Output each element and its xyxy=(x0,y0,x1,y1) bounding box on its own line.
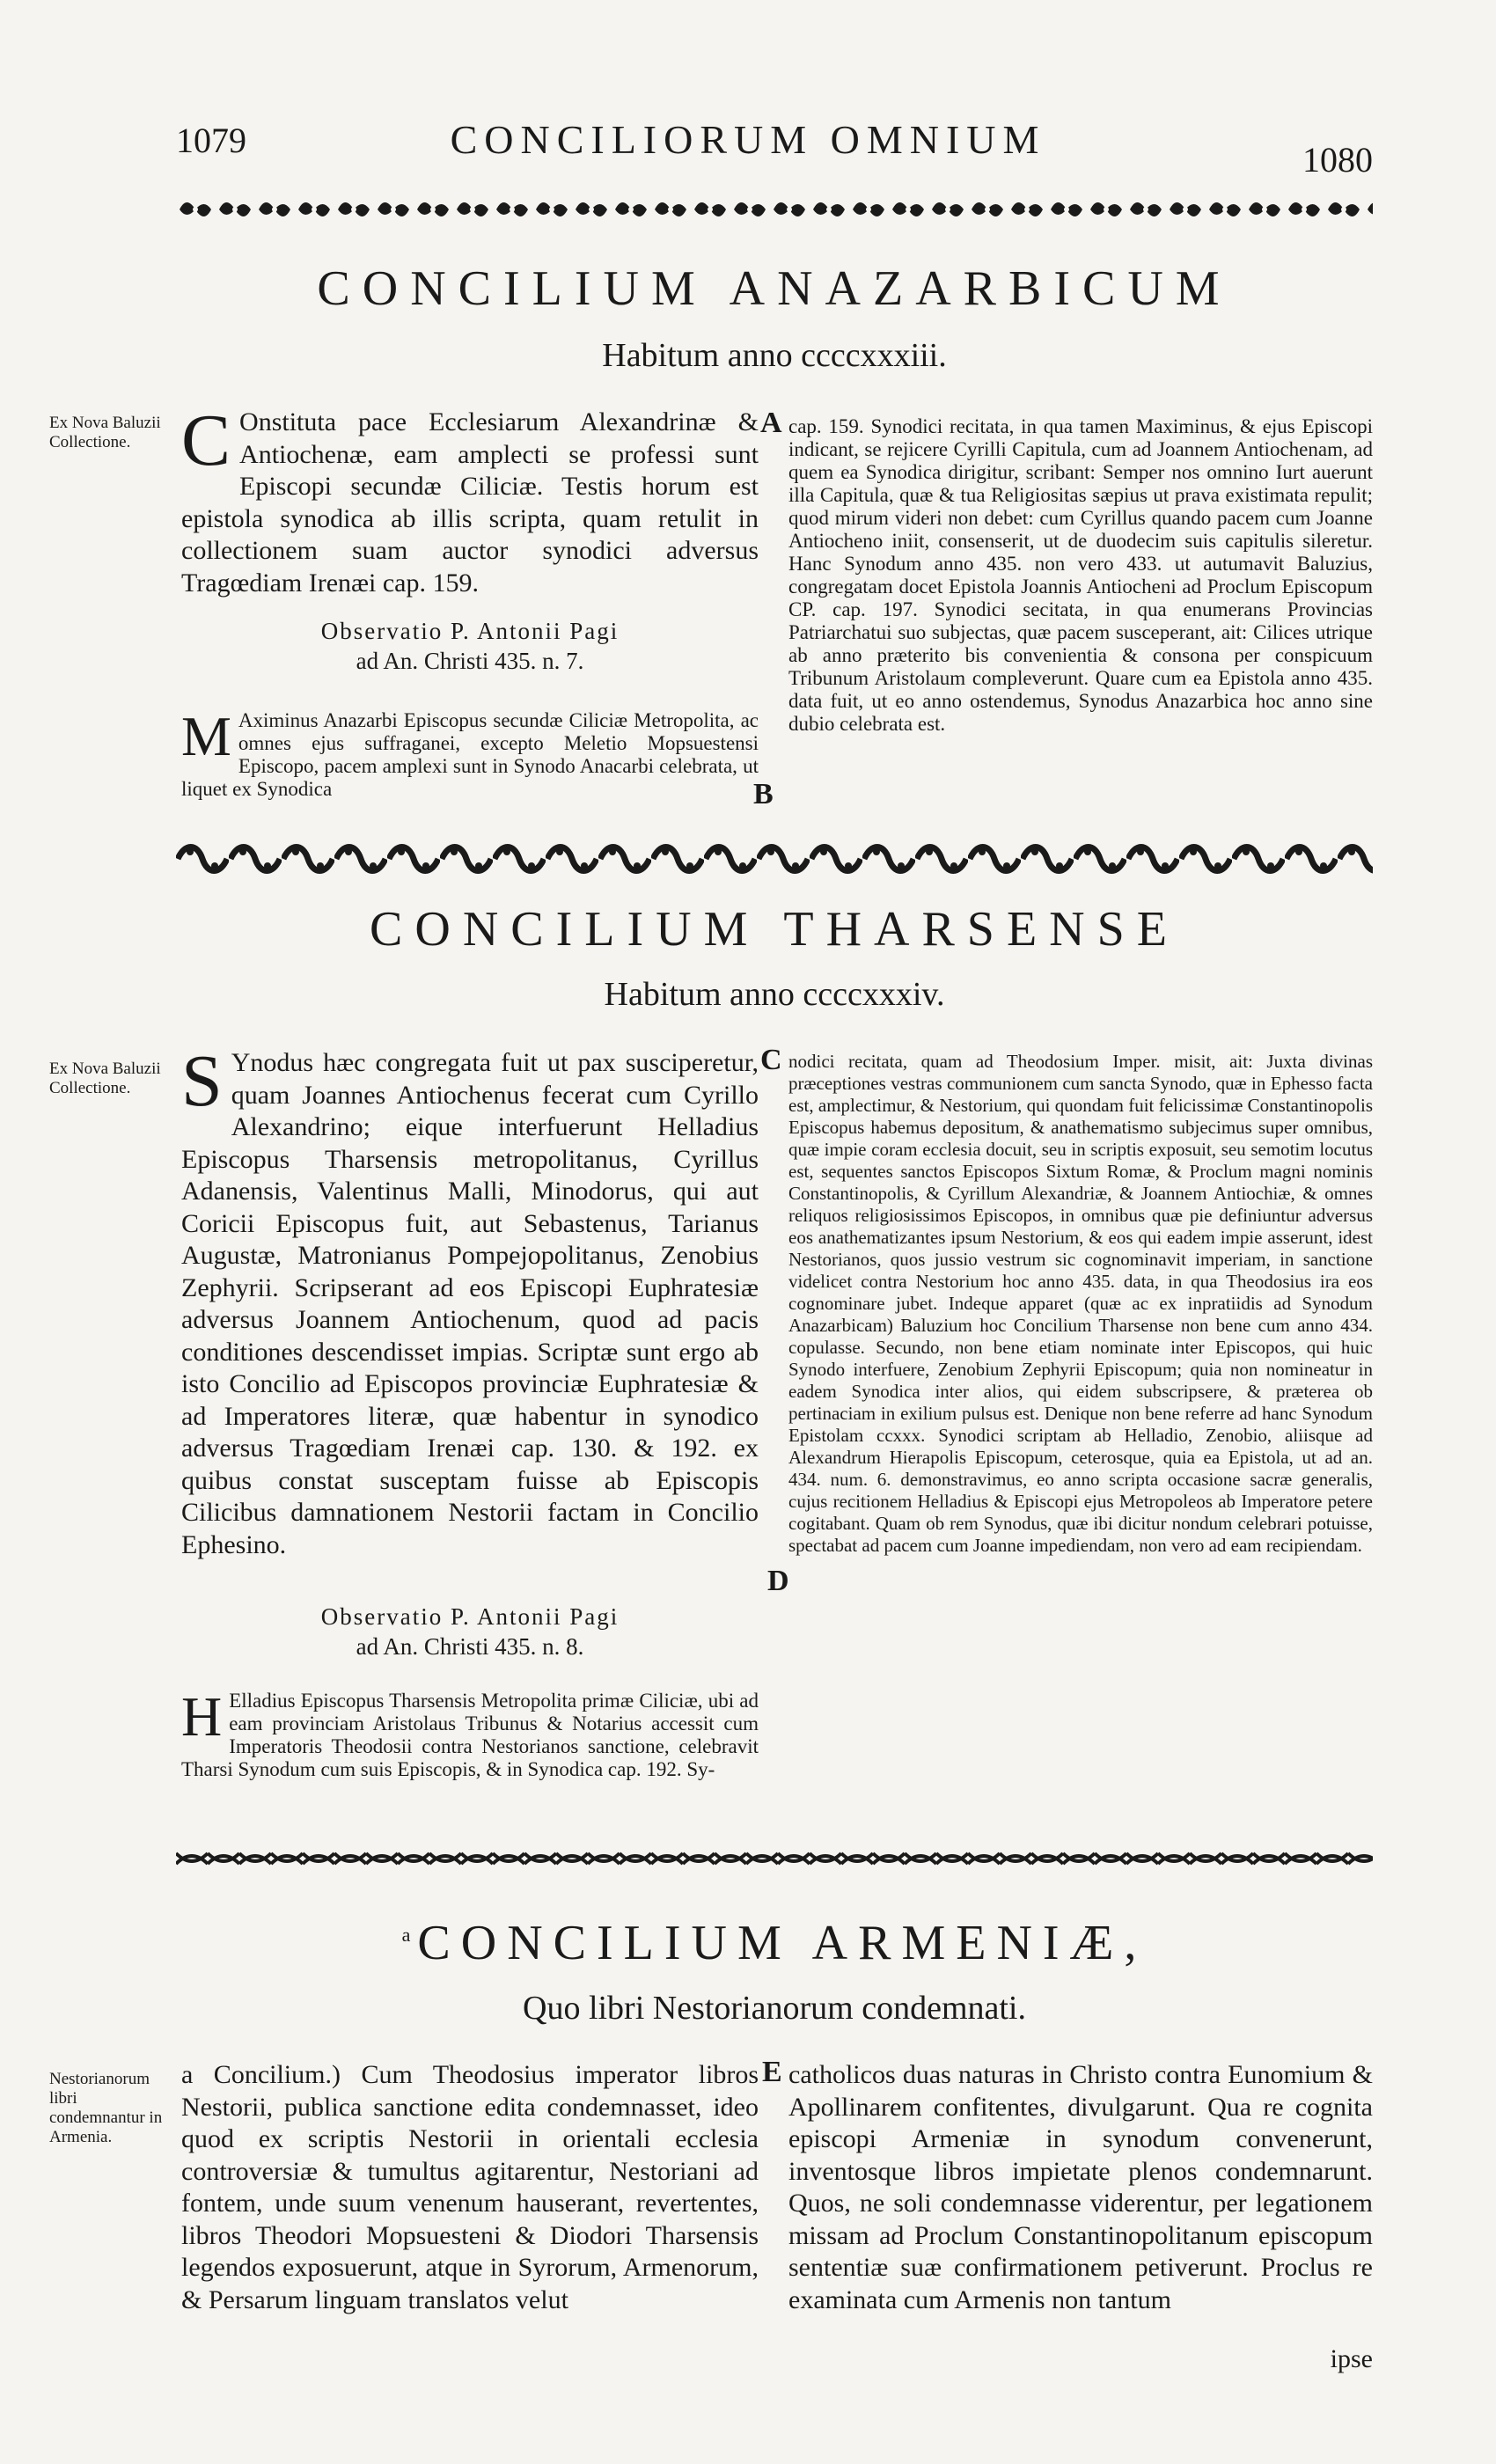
anazarbicum-body: Onstituta pace Ecclesiarum Alexandrinæ & Antiochenæ, eam amplecti se professi sunt Episcopi secundæ Ciliciæ. Testis horum est epistola synodica ab illis scripta, quam retulit in collectionem suam auctor synodici adversus Tragœdiam Irenæi cap. 159. xyxy=(181,407,759,598)
section-title-tharsense: CONCILIUM THARSENSE xyxy=(370,902,1179,957)
observatio-text-1 xyxy=(181,705,759,801)
note-mark-a: a xyxy=(401,1924,411,1947)
section-marker-e: E xyxy=(762,2056,782,2088)
observatio-heading-2 xyxy=(181,1602,759,1661)
anazarbicum-right-text: cap. 159. Synodici recitata, in qua tamen Maximinus, & ejus Episcopi indicant, se rejicere Cyrilli Capitula, cum ad Joannem Antiochenam, ad quem ea Synodica dirigitur, scribant: Semper nos omnino Iurt auerunt illa Capitula, quæ & tua Religiositas sæpius ut prava existimata repulit; quod mirum videri non debet: cum Cyrillus quando pacem cum Joanne Antiocheno iniit, consenserit, ut de duodecim suis capitulis sileretur. Hanc Synodum anno 435. non vero 433. ut autumavit Baluzius, congregatam docet Epistola Joannis Antiocheni ad Proclum Episcopum CP. cap. 197. Synodici secitata, in qua enumerans Provincias Patriarchatui suo subjectas, quæ pacem susceperant, ait: Cilices utrique ab anno præterito bis convenientia & consona per conspicuum Tribunum Aristolaum compleverunt. Quare cum ea Epistola anno 435. data fuit, ut eo anno ostendemus, Synodus Anazarbica hoc anno sine dubio celebrata est. xyxy=(788,415,1373,735)
tharsense-right-text: nodici recitata, quam ad Theodosium Imper. misit, ait: Juxta divinas præceptiones vestras communionem cum sancta Synodo, quæ in Ephesso facta est, amplectimur, & Nestorium, qui quondam fuit felicissimæ Constantinopolis Episcopus habemus depositum, & anathematismo subjecimus super omnibus, quæ impie coram ecclesia docuit, seu in scriptis exposuit, seu semotim locutus est, sequentes sanctos Episcopos Sixtum Romæ, & Proclum magni nominis Constantinopolis, & Cyrillum Alexandriæ, & Joannem Antiochiæ, & omnes reliquos religiosissimos Episcopos, in omnibus quæ pie definiuntur adversus eos anathematizantes ipsum Nestorium, & eos qui eadem impie asserunt, idest Nestorianos, quos jussio vestrum sic cognominavit imperiam, in sanctione videlicet contra Nestorium hoc anno 435. data, in qua Theodosius ira eos cognominare jubet. Indeque apparet (quæ ac ex inpratiidis ad Synodum Anazarbicam) Baluzium hoc Concilium Tharsense non bene cum anno 434. copulasse. Secundo, non bene etiam nominate inter Episcopos, qui huic Synodo interfuere, Zenobium Zephyrii Episcopum; quia non nomineatur in eadem Synodica inter alios, qui eidem subscripsere, & præterea ob pertinaciam in exilium pulsus est. Denique non bene referre ad hanc Synodum Epistolam ccxxx. Synodici scriptam ab Helladio, Zenobio, aliisque ad Alexandrum Hierapolis Episcopum, ceterosque, quia ea Epistola, ut ad an. 434. num. 6. demonstravimus, eo anno scripta occasione sacræ generalis, cujus recitionem Helladius & Episcopi ejus Metropoleos ab Imperatore petere cogitabant. Quam ob rem Synodus, quæ ibi dicitur nondum celebrari potuisse, spectabat ad pacem cum Joanne impediendam, non vero ad eam recipiendam. xyxy=(788,1051,1373,1556)
armeniae-right-text: catholicos duas naturas in Christo contra Eunomium & Apollinarem confitentes, divulgarunt. Qua re cognita episcopi Armeniæ in synodum convenerunt, inventosque libros impietate plenos condemnarunt. Quos, ne soli condemnasse viderentur, per legationem missam ad Proclum Constantinopolitanum episcopum sententiæ suæ confirmationem petiverunt. Proclus re examinata cum Armenis non tantum xyxy=(788,2060,1373,2314)
margin-note-2: Ex Nova Baluzii Collectione. xyxy=(49,1060,161,1097)
page-number-right: 1080 xyxy=(1302,140,1373,180)
observatio-subtitle-2: ad An. Christi 435. n. 8. xyxy=(356,1633,584,1660)
section-marker-a: A xyxy=(760,407,782,439)
section-marker-d: D xyxy=(767,1565,789,1597)
catchword: ipse xyxy=(1330,2344,1373,2373)
drop-cap-s: S xyxy=(181,1040,223,1122)
anazarbicum-text xyxy=(181,400,759,599)
fleuron-row xyxy=(176,192,1373,227)
braid-row xyxy=(176,1846,1373,1871)
section-title-armeniae xyxy=(176,1915,1373,1971)
drop-cap-h: H xyxy=(181,1685,223,1748)
margin-note-3: Nestorianorum libri condemnantur in Armenia. xyxy=(49,2070,163,2146)
observatio-title-1: Observatio P. Antonii Pagi xyxy=(320,618,620,644)
observatio-text-2 xyxy=(181,1685,759,1781)
ornament-band-bottom xyxy=(176,1846,1373,1871)
ornament-band-top xyxy=(176,192,1373,227)
section-title-anazarbicum: CONCILIUM ANAZARBICUM xyxy=(317,261,1232,316)
tharsense-body: Ynodus hæc congregata fuit ut pax susciperetur, quam Joannes Antiochenus fecerat cum Cyrillo Alexandrino; eique interfuerunt Helladius Episcopus Tharsensis metropolitanus, Cyrillus Adanensis, Valentinus Malli, Minodorus, qui aut Coricii Episcopus fuit, aut Sebastenus, Tarianus Augustæ, Matronianus Pompejopolitanus, Zenobius Zephyrii. Scripserant ad eos Episcopi Euphratesiæ adversus Joannem Antiochenum, quod ad pacis conditiones descendisset impias. Scriptæ sunt ergo ab isto Concilio ad Episcopos provinciæ Euphratesiæ & ad Imperatores literæ, quæ habentur in synodico adversus Tragœdiam Irenæi cap. 130. & 192. ex quibus constat susceptam fuisse ab Episcopis Cilicibus damnationem Nestorii factam in Concilio Ephesino. xyxy=(181,1048,759,1559)
page-number-left: 1079 xyxy=(176,121,246,160)
armeniae-left-text: a Concilium.) Cum Theodosius imperator libros Nestorii, publica sanctione edita condemnasset, ideo quod ex scriptis Nestorii in orientali ecclesia controversiæ & tumultus agitarentur, Nestoriani ad fontem, unde suum venenum hauserant, revertentes, libros Theodori Mopsuesteni & Diodori Tharsensis legendos exposuerunt, atque in Syrorum, Armenorum, & Persarum linguam translatos velut xyxy=(181,2060,759,2314)
section-marker-b: B xyxy=(753,778,774,810)
scroll-row xyxy=(176,841,1373,876)
section-marker-c: C xyxy=(760,1044,782,1076)
observatio-title-2: Observatio P. Antonii Pagi xyxy=(320,1603,620,1630)
observatio-body-1: Aximinus Anazarbi Episcopus secundæ Ciliciæ Metropolita, ac omnes ejus suffraganei, excepto Meletio Mopsuestensi Episcopo, pacem amplexi sunt in Synodo Anacarbi celebrata, ut liquet ex Synodica xyxy=(181,709,759,800)
observatio-subtitle-1: ad An. Christi 435. n. 7. xyxy=(356,648,584,674)
drop-cap-c: C xyxy=(181,400,231,481)
observatio-heading-1 xyxy=(181,616,759,676)
section-subtitle-armeniae: Quo libri Nestorianorum condemnati. xyxy=(523,1990,1026,2027)
tharsense-text xyxy=(181,1040,759,1561)
drop-cap-m: M xyxy=(181,705,231,767)
ornament-band-middle xyxy=(176,841,1373,876)
section-subtitle-tharsense: Habitum anno ccccxxxiv. xyxy=(604,976,945,1013)
margin-note-1: Ex Nova Baluzii Collectione. xyxy=(49,414,161,451)
observatio-body-2: Elladius Episcopus Tharsensis Metropolita primæ Ciliciæ, ubi ad eam provinciam Aristolaus Tribunus & Notarius accessit cum Imperatoris Theodosii contra Nestorianos sanctione, celebravit Tharsi Synodum cum suis Episcopis, & in Synodica cap. 192. Sy- xyxy=(181,1690,759,1780)
section-title-armeniae-text: CONCILIUM ARMENIÆ, xyxy=(417,1916,1148,1970)
running-title: CONCILIORUM OMNIUM xyxy=(450,117,1046,162)
section-subtitle-anazarbicum: Habitum anno ccccxxxiii. xyxy=(602,337,947,374)
running-header xyxy=(0,113,1496,180)
